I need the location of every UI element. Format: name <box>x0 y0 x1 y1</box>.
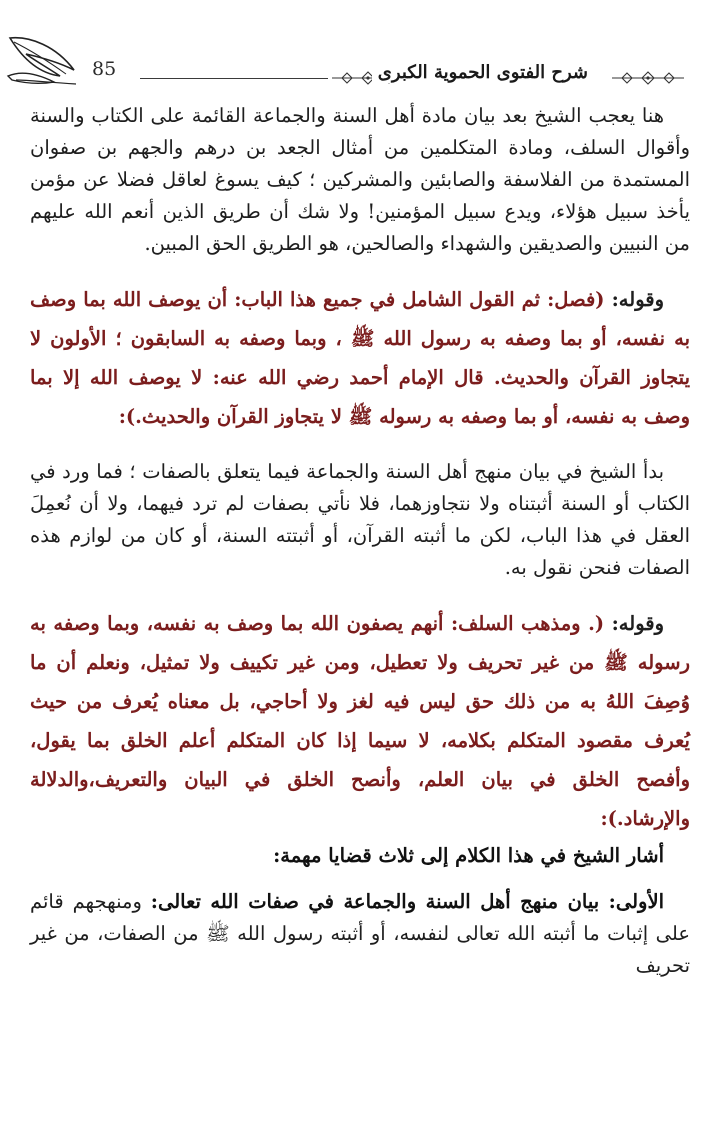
commentary-paragraph: هنا يعجب الشيخ بعد بيان مادة أهل السنة والجماعة القائمة على الكتاب والسنة وأقوال السلف، ومادة المتكلمين من أمثال الجعد بن درهم والجهم بن صفوان المستمدة من الفلاسفة والصابئين والمشركين ؛ كيف يسوغ لعاقل فضلا عن مؤمن يأخذ سبيل هؤلاء، ويدع سبيل المؤمنين! ولا شك أن طريق الذين أنعم الله عليهم من النبيين والصديقين والشهداء والصالحين، هو الطريق الحق المبين. <box>30 104 690 255</box>
quote-lead: وقوله: <box>611 612 664 635</box>
page-body <box>30 100 690 982</box>
commentary-paragraph: بدأ الشيخ في بيان منهج أهل السنة والجماعة فيما يتعلق بالصفات ؛ فما ورد في الكتاب أو السنة أثبتناه ولا نتجاوزهما، فلا نأتي بصفات لم ترد فيهما، ولا أن نُعمِلَ العقل في هذا الباب، لكن ما أثبته القرآن، أو أثبتته السنة، أو كان من لوازم هذه الصفات فنحن نقول به. <box>30 460 690 579</box>
quote-text: (فصل: ثم القول الشامل في جميع هذا الباب: أن يوصف الله بما وصف به نفسه، أو بما وصفه به رسول الله ﷺ ، وبما وصفه به السابقون ؛ الأولون لا يتجاوز القرآن والحديث. قال الإمام أحمد رضي الله عنه: لا يوصف الله إلا بما وصف به نفسه، أو بما وصفه به رسوله ﷺ لا يتجاوز القرآن والحديث.): <box>30 288 690 428</box>
running-title: شرح الفتوى الحموية الكبرى <box>372 62 594 83</box>
commentary-paragraph <box>30 886 690 982</box>
point-text: ومنهجهم قائم على إثبات ما أثبته الله تعالى لنفسه، أو أثبته رسول الله ﷺ من الصفات، من غير تحريف <box>30 890 690 977</box>
quote-paragraph <box>30 604 690 838</box>
quote-text: (. ومذهب السلف: أنهم يصفون الله بما وصف به نفسه، وبما وصفه به رسوله ﷺ من غير تحريف ولا تعطيل، ومن غير تكييف ولا تمثيل، ونعلم أن ما وُصِفَ اللهُ به من ذلك حق ليس فيه لغز ولا أحاجي، بل معناه يُعرف من حيث يُعرف مقصود المتكلم بكلامه، لا سيما إذا كان المتكلم أعلم الخلق بما يقول، وأفصح الخلق في بيان العلم، وأنصح الخلق في البيان والتعريف،والدلالة والإرشاد.): <box>30 612 690 830</box>
page-header <box>0 28 720 90</box>
header-ornament-icon <box>608 70 688 86</box>
point-heading: الأولى: بيان منهج أهل السنة والجماعة في صفات الله تعالى: <box>150 890 664 913</box>
quill-ornament-icon <box>4 30 82 88</box>
quote-paragraph <box>30 280 690 436</box>
page-number: 85 <box>92 58 117 80</box>
quote-lead: وقوله: <box>611 288 664 311</box>
section-intro: أشار الشيخ في هذا الكلام إلى ثلاث قضايا مهمة: <box>273 844 664 867</box>
